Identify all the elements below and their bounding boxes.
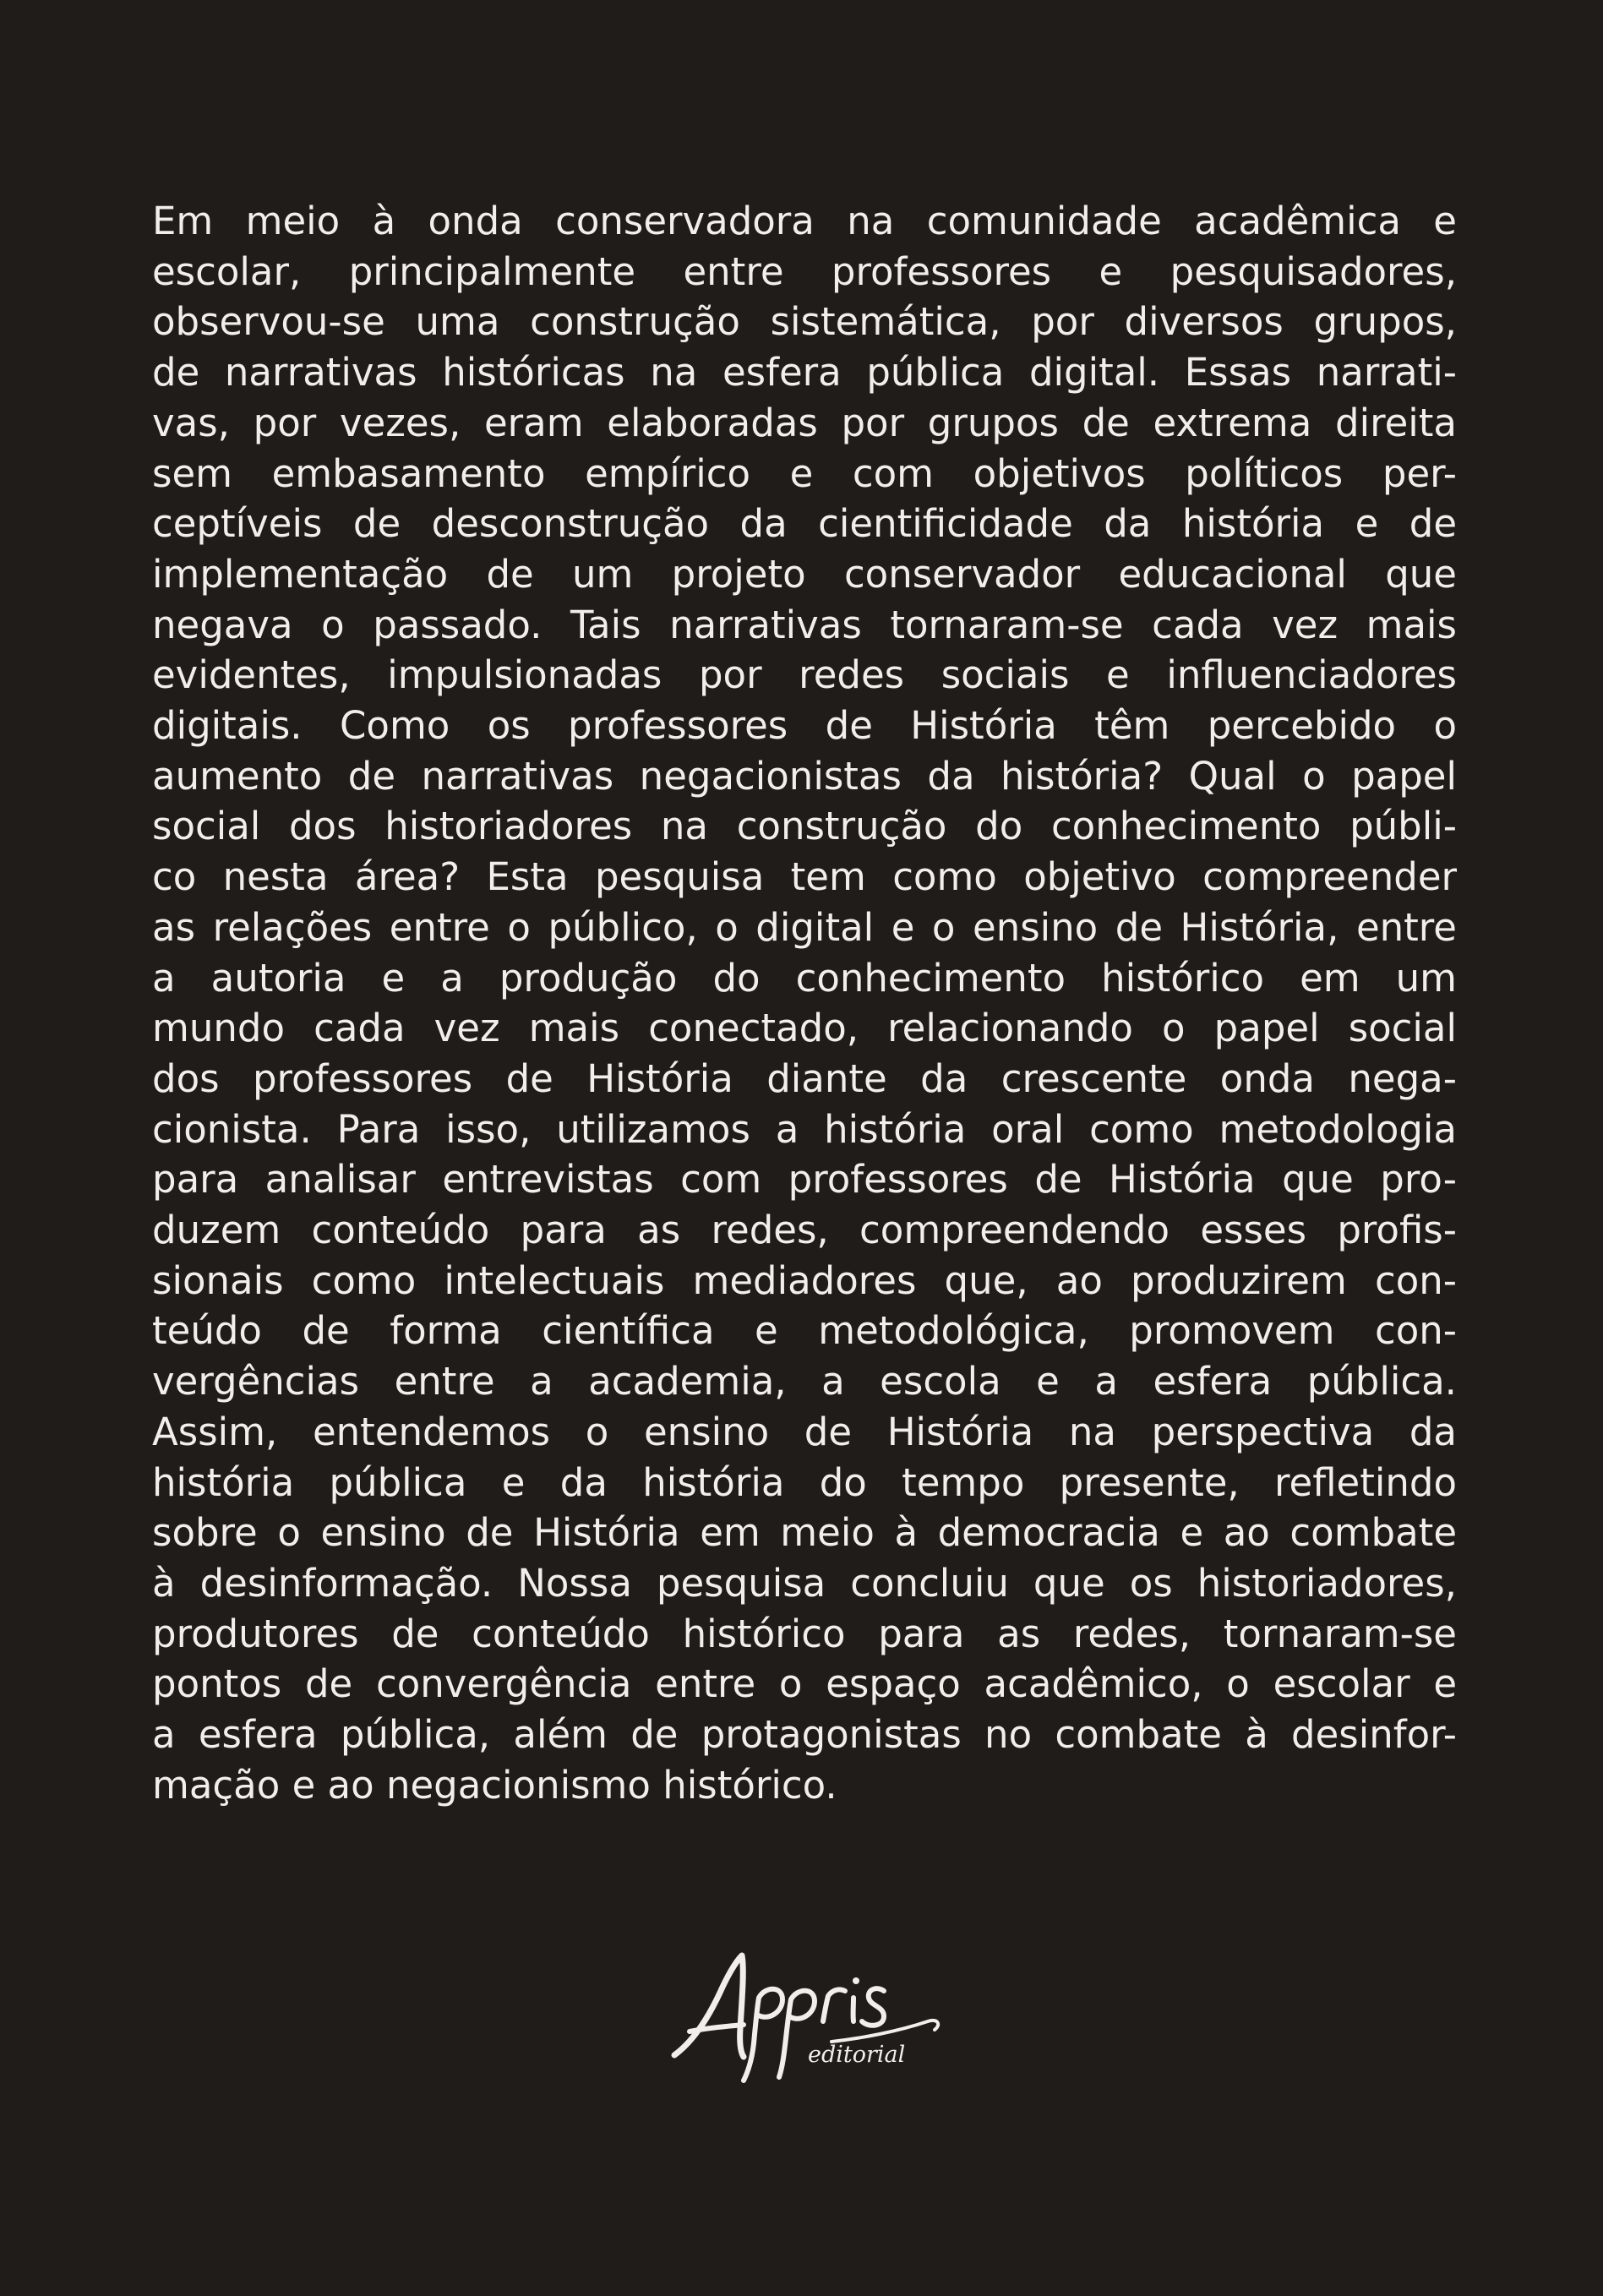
appris-editorial-logo [659,1944,955,2087]
synopsis-line: sem embasamento empírico e com objetivos políticos per- [152,450,1457,496]
synopsis-line: mação e ao negacionismo histórico. [152,1762,837,1808]
synopsis-line: evidentes, impulsionadas por redes sociais e influenciadores [152,652,1457,698]
synopsis-line: sobre o ensino de História em meio à democracia e ao combate [152,1510,1457,1556]
synopsis-line: sionais como intelectuais mediadores que, ao produzirem con- [152,1257,1457,1303]
synopsis-line: a autoria e a produção do conhecimento histórico em um [152,955,1457,1001]
synopsis-line: ceptíveis de desconstrução da cientificidade da história e de [152,501,1457,547]
synopsis-line: vergências entre a academia, a escola e a esfera pública. [152,1359,1457,1404]
synopsis-line: as relações entre o público, o digital e o ensino de História, entre [152,904,1457,950]
synopsis-line: mundo cada vez mais conectado, relacionando o papel social [152,1006,1457,1051]
synopsis-line: Assim, entendemos o ensino de História na perspectiva da [152,1409,1457,1454]
synopsis-line: aumento de narrativas negacionistas da história? Qual o papel [152,753,1457,799]
synopsis-line: produtores de conteúdo histórico para as redes, tornaram-se [152,1611,1457,1656]
synopsis-line: para analisar entrevistas com professores de História que pro- [152,1157,1457,1203]
synopsis-line: vas, por vezes, eram elaboradas por grupos de extrema direita [152,400,1457,445]
synopsis-line: teúdo de forma científica e metodológica, promovem con- [152,1308,1457,1354]
synopsis-line: a esfera pública, além de protagonistas no combate à desinfor- [152,1712,1457,1758]
synopsis-line: co nesta área? Esta pesquisa tem como objetivo compreender [152,854,1457,900]
synopsis-line: escolar, principalmente entre professores e pesquisadores, [152,248,1457,294]
synopsis-line: à desinformação. Nossa pesquisa concluiu que os historiadores, [152,1560,1457,1606]
synopsis-line: digitais. Como os professores de História têm percebido o [152,703,1457,749]
appris-logo-subtitle: editorial [808,2042,906,2068]
synopsis-line: social dos historiadores na construção do conhecimento públi- [152,804,1457,849]
synopsis-line: negava o passado. Tais narrativas tornaram-se cada vez mais [152,602,1457,647]
synopsis-line: Em meio à onda conservadora na comunidade acadêmica e [152,199,1457,243]
synopsis-line: dos professores de História diante da crescente onda nega- [152,1055,1457,1101]
appris-logo-graphic [659,1944,955,2087]
synopsis-line: duzem conteúdo para as redes, compreendendo esses profis- [152,1208,1457,1253]
synopsis-line: cionista. Para isso, utilizamos a história oral como metodologia [152,1106,1457,1152]
synopsis-line: pontos de convergência entre o espaço acadêmico, o escolar e [152,1661,1457,1707]
synopsis-line: implementação de um projeto conservador educacional que [152,551,1457,597]
synopsis-line: observou-se uma construção sistemática, por diversos grupos, [152,299,1457,345]
synopsis-line: de narrativas históricas na esfera pública digital. Essas narrati- [152,350,1457,395]
synopsis-text [152,196,1457,1811]
synopsis-line: história pública e da história do tempo presente, refletindo [152,1459,1457,1505]
